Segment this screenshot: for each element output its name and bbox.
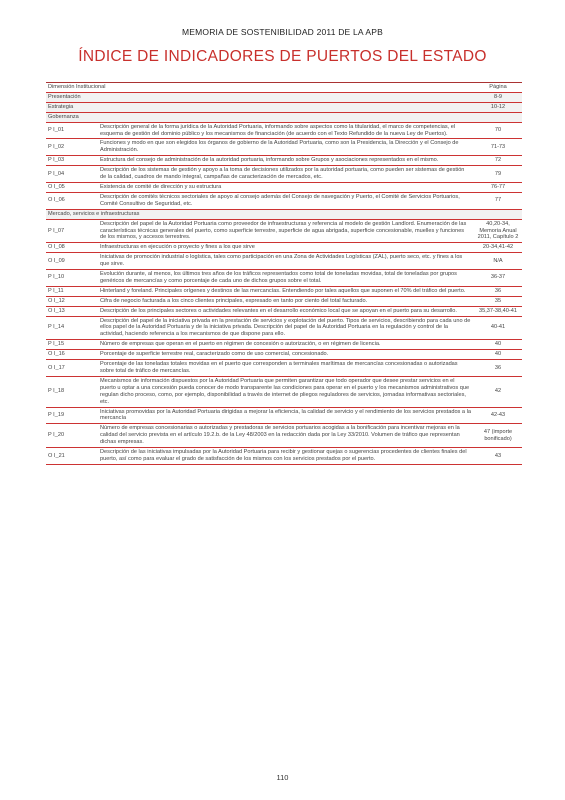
- page-reference: 40: [494, 351, 502, 358]
- indicator-description: Descripción de los sistemas de gestión y apoyo a la toma de decisiones utilizados por la autoridad portuaria, como pueden ser sistemas de gestión de la calidad, cuadros de mando integral, campañas de caracterización de mercados, etc.: [100, 167, 465, 181]
- table-row: [46, 287, 522, 297]
- table-row: [46, 253, 522, 270]
- indicator-code: P I_02: [48, 143, 65, 150]
- section-label: Gobernanza: [48, 113, 79, 120]
- indicator-description: Funciones y modo en que son elegidos los órganos de gobierno de la Autoridad Portuaria, como son la Presidencia, la Dirección y el Consejo de Administración.: [100, 140, 459, 154]
- indicator-description: Porcentaje de las toneladas totales movidas en el puerto que corresponden a terminales marítimas de mercancías concesionadas o autorizadas sobre total de tráfico de mercancías.: [100, 361, 458, 374]
- page-reference: [474, 116, 522, 118]
- indicator-description: Descripción de los principales sectores o actividades relevantes en el desarrollo económico local que se apoyan en el puerto para su desarrollo.: [100, 307, 457, 314]
- indicator-description: Descripción general de la forma jurídica de la Autoridad Portuaria, informando sobre aspectos como la titularidad, el marco de competencias, el esquema de gestión del dominio público y los mecanismos de financiación (de acuerdo con el Texto Refundido de la nueva Ley de Puertos).: [100, 123, 456, 137]
- indicator-code: P I_01: [48, 127, 65, 134]
- page-reference: 42-43: [490, 411, 506, 418]
- table-row: [46, 297, 522, 307]
- section-label: Presentación: [48, 93, 81, 100]
- table-row: [46, 408, 522, 425]
- indicator-code: O I_13: [48, 307, 65, 314]
- table-row: [46, 448, 522, 465]
- indicator-code: P I_11: [48, 287, 64, 294]
- table-row: [46, 377, 522, 408]
- table-row: [46, 243, 522, 253]
- indicator-description: Infraestructuras en ejecución o proyecto y fines a los que sirve: [100, 244, 255, 251]
- indicator-description: Número de empresas concesionarias o autorizadas y prestadoras de servicios portuarios acogidas a la bonificación para incentivar mejoras en la calidad del servicio prevista en el artículo 19.2.b. de la Ley 48/2003 en la redacción dada por la Ley 33/2010. Volumen de tráfico que representan dichas empresas.: [100, 425, 460, 446]
- section-row: [46, 113, 522, 123]
- page-reference: 42: [494, 388, 502, 395]
- page-number: 110: [276, 773, 289, 782]
- page-title: ÍNDICE DE INDICADORES DE PUERTOS DEL ESTADO: [78, 48, 487, 65]
- page-reference: 35: [494, 297, 502, 304]
- table-row: [46, 270, 522, 287]
- page-reference: 36-37: [490, 274, 506, 281]
- indicator-code: P I_04: [48, 170, 65, 177]
- running-header: MEMORIA DE SOSTENIBILIDAD 2011 DE LA APB: [181, 27, 384, 37]
- section-row: [46, 93, 522, 103]
- page-reference: 40,20-34, Memoria Anual 2011, Capítulo 2: [477, 220, 519, 241]
- page-reference: 40: [494, 341, 502, 348]
- page-reference: 76-77: [490, 183, 506, 190]
- indicator-code: P I_07: [48, 227, 65, 234]
- indicator-code: P I_10: [48, 274, 65, 281]
- table-row: [46, 139, 522, 156]
- table-row: [46, 424, 522, 448]
- indicator-description: Cifra de negocio facturada a los cinco clientes principales, expresado en tanto por ciento del total facturado.: [100, 297, 368, 304]
- indicator-description: Descripción de comités técnicos sectoriales de apoyo al consejo además del Consejo de navegación y Puerto, el Comité de Servicios Portuarios, Comité Consultivo de Seguridad, etc.: [100, 193, 460, 207]
- indicator-code: O I_12: [48, 297, 65, 304]
- indicator-description: Mecanismos de información dispuestos por la Autoridad Portuaria que permiten garantizar que todo operador que desee prestar servicios en el puerto u optar a una concesión pueda conocer de modo transparente las condiciones para operar en el puerto y los mecanismos administrativos que regulan dicho proceso, como, por ejemplo, disponibilidad a través de internet de pliegos reguladores de servicios, jornadas informativas sectoriales, etc.: [100, 377, 470, 405]
- table-row: [46, 307, 522, 317]
- indicator-description: Hinterland y foreland. Principales orígenes y destinos de las mercancías. Entendiendo por tales aquellos que suponen el 70% del tráfico del puerto.: [100, 287, 466, 294]
- indicator-code: P I_03: [48, 157, 65, 164]
- indicator-code: O I_21: [48, 452, 65, 459]
- indicators-table: [46, 82, 522, 465]
- section-row: [46, 103, 522, 113]
- table-header-row: [46, 83, 522, 93]
- table-body: [46, 93, 522, 465]
- indicator-code: P I_19: [48, 411, 65, 418]
- table-row: [46, 193, 522, 210]
- page-reference: 71-73: [490, 143, 506, 150]
- indicator-code: P I_15: [48, 341, 65, 348]
- page-reference: 8-9: [493, 93, 503, 100]
- indicator-description: Iniciativas de promoción industrial o logística, tales como participación en una Zona de Actividades Logísticas (ZAL), puerto seco, etc. y fines a los que sirve.: [100, 254, 463, 268]
- page-reference: 77: [494, 197, 502, 204]
- table-row: [46, 350, 522, 360]
- page-reference: 36: [494, 287, 502, 294]
- indicator-description: Evolución durante, al menos, los últimos tres años de los tráficos representados como total de toneladas movidas, total de toneladas por grupos genéricos de mercancías y como porcentaje de cada uno de dichos grupos sobre el total.: [100, 271, 457, 284]
- section-row: [46, 210, 522, 220]
- indicator-code: O I_16: [48, 351, 65, 358]
- page-reference: 36: [494, 364, 502, 371]
- table-row: [46, 156, 522, 166]
- page-reference: 43: [494, 452, 502, 459]
- indicator-description: Número de empresas que operan en el puerto en régimen de concesión o autorización, o en régimen de licencia.: [100, 341, 381, 348]
- indicator-description: Estructura del consejo de administración de la autoridad portuaria, informando sobre Grupos y asociaciones representados en el mismo.: [100, 157, 439, 164]
- page-reference: 35,37-38,40-41: [479, 307, 517, 314]
- page-reference: 20-34,41-42: [482, 244, 514, 251]
- indicator-code: O I_05: [48, 183, 65, 190]
- indicator-description: Iniciativas promovidas por la Autoridad Portuaria dirigidas a mejorar la eficiencia, la calidad de servicio y el rendimiento de los servicios prestados a la mercancía: [100, 408, 471, 422]
- indicator-description: Descripción del papel de la iniciativa privada en la prestación de servicios y explotación del puerto. Tipos de servicios, describiendo para cada uno de ellos papel de la Autoridad Portuaria y de la iniciativa privada. Descripción del papel de la Autoridad Portuaria en la regulación y control de la actividad, haciendo referencia a los mecanismos de que dispone para ello.: [100, 317, 471, 338]
- table-row: [46, 123, 522, 140]
- page-reference: 40-41: [490, 324, 506, 331]
- indicator-description: Existencia de comité de dirección y su estructura: [100, 183, 222, 190]
- page-reference: 70: [494, 127, 502, 134]
- indicator-code: P I_18: [48, 388, 65, 395]
- indicator-code: P I_14: [48, 324, 65, 331]
- indicator-code: O I_09: [48, 257, 65, 264]
- page-reference: N/A: [493, 257, 503, 264]
- section-label: Mercado, servicios e infraestructuras: [48, 210, 140, 217]
- page-reference: 47 (importe bonificado): [483, 428, 513, 442]
- indicator-description: Descripción del papel de la Autoridad Portuaria como proveedor de infraestructuras y referencia al modelo de gestión Landlord. Enumeración de las características técnicas generales del puerto, como superficie terrestre, superficie de agua abrigada, superficie concesionable, muelles y funciones de los mismos, y accesos terrestres.: [100, 220, 467, 241]
- table-row: [46, 183, 522, 193]
- section-label: Estrategia: [48, 103, 74, 110]
- table-row: [46, 166, 522, 183]
- page-reference: 72: [494, 157, 502, 164]
- table-row: [46, 340, 522, 350]
- page-column-header: Página: [489, 84, 507, 90]
- page-reference: [474, 213, 522, 215]
- table-row: [46, 360, 522, 377]
- dimension-label: Dimensión Institucional: [48, 84, 106, 90]
- page-reference: 79: [494, 170, 502, 177]
- indicator-description: Descripción de las iniciativas impulsadas por la Autoridad Portuaria para recibir y gestionar quejas o sugerencias procedentes de clientes finales del puerto, así como para evaluar el grado de satisfacción de los mismos con los servicios prestados por el puerto.: [100, 449, 467, 462]
- indicator-code: O I_08: [48, 244, 65, 251]
- table-row: [46, 220, 522, 244]
- indicator-code: P I_20: [48, 432, 65, 439]
- page-reference: 10-12: [490, 103, 506, 110]
- indicator-description: Porcentaje de superficie terrestre real, caracterizado como de uso comercial, concesionado.: [100, 351, 329, 358]
- indicator-code: O I_17: [48, 364, 65, 371]
- indicator-code: O I_06: [48, 197, 65, 204]
- table-row: [46, 317, 522, 341]
